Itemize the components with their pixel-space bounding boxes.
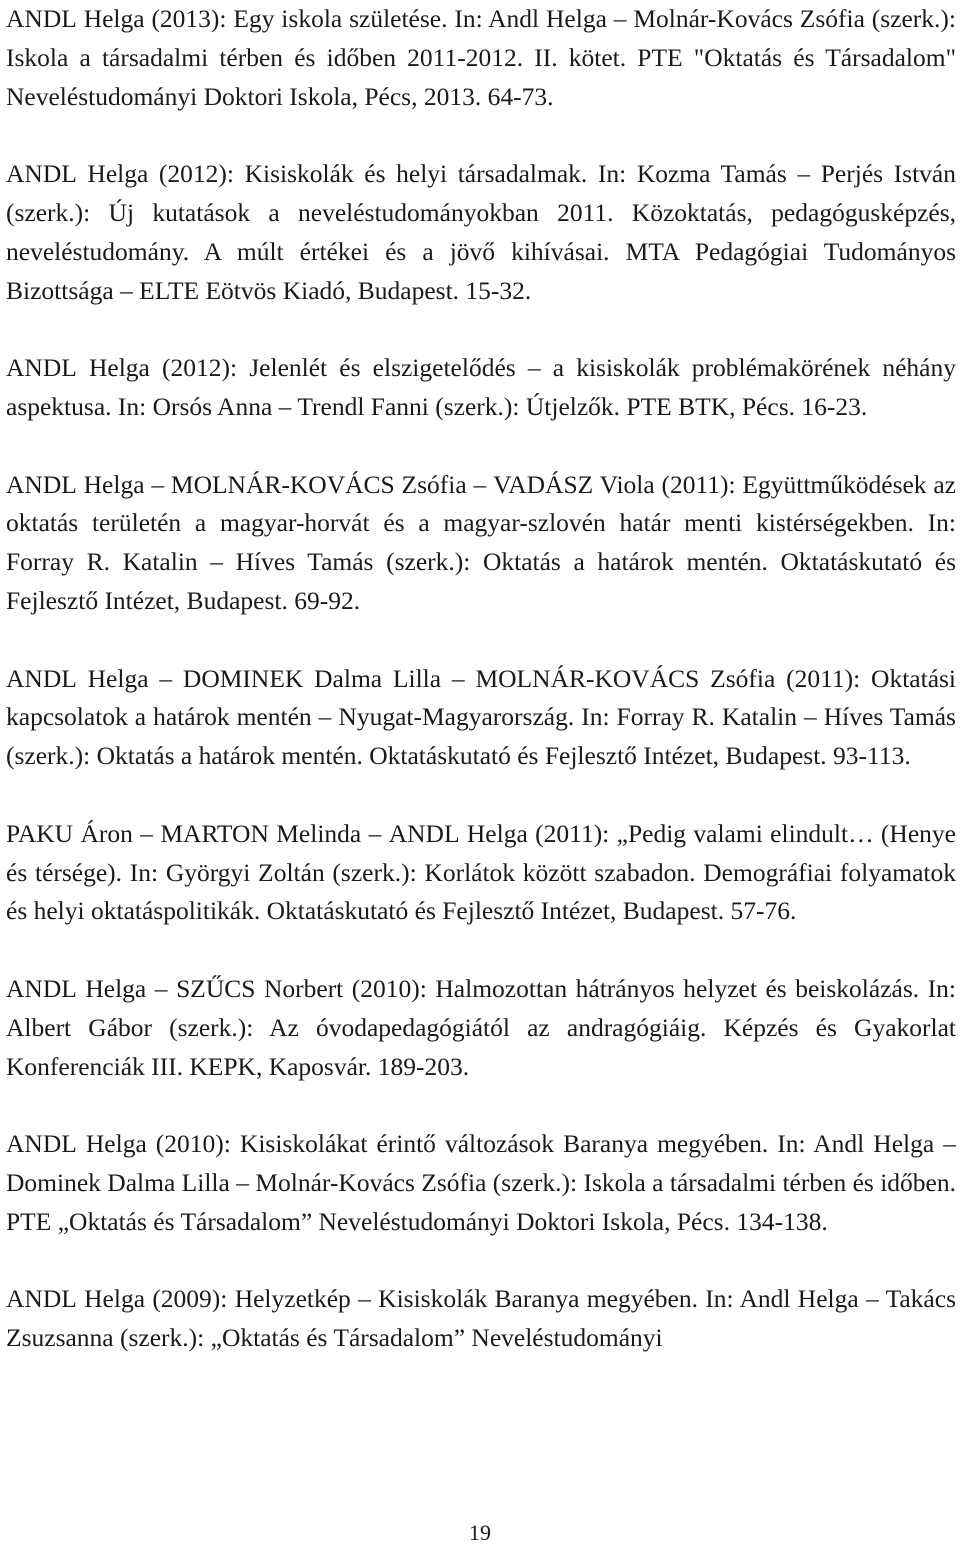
author-name: MARTON: [160, 818, 269, 848]
author-name: ANDL: [6, 663, 77, 693]
reference-entry: [6, 815, 956, 931]
page-number: 19: [469, 1520, 491, 1545]
reference-text: Melinda –: [268, 818, 389, 848]
reference-text: Helga –: [76, 469, 171, 499]
reference-entry: [6, 1280, 956, 1358]
reference-entry: [6, 466, 956, 621]
author-name: ANDL: [6, 1284, 77, 1314]
reference-text: Zsófia –: [394, 469, 494, 499]
author-name: MOLNÁR-KOVÁCS: [170, 469, 395, 499]
reference-text: Helga –: [76, 973, 177, 1003]
reference-entry: [6, 0, 956, 116]
author-name: VADÁSZ: [493, 469, 594, 499]
author-name: ANDL: [6, 1129, 77, 1159]
reference-text: Helga (2012): Kisiskolák és helyi társadalmak. In: Kozma Tamás – Perjés István (szerk.): Új kutatások a neveléstudományokban 2011. Közoktatás, pedagógusképzés, neveléstudomány. A múlt értékei és a jövő kihívásai. MTA Pedagógiai Tudományos Bizottsága – ELTE Eötvös Kiadó, Budapest. 15-32.: [6, 159, 956, 305]
reference-text: Helga (2011): „Pedig valami elindult… (Henye és térsége). In: Györgyi Zoltán (szerk.): Korlátok között szabadon. Demográfiai folyamatok és helyi oktatáspolitikák. Oktatáskutató és Fejlesztő Intézet, Budapest. 57-76.: [6, 818, 956, 926]
author-name: ANDL: [6, 469, 77, 499]
author-name: PAKU: [6, 818, 74, 848]
author-name: ANDL: [6, 159, 77, 189]
reference-text: Áron –: [73, 818, 161, 848]
author-name: ANDL: [6, 4, 77, 33]
reference-list: [6, 0, 956, 1397]
author-name: SZŰCS: [176, 973, 256, 1003]
reference-text: Helga (2012): Jelenlét és elszigetelődés – a kisiskolák problémakörének néhány aspektusa. In: Orsós Anna – Trendl Fanni (szerk.): Útjelzők. PTE BTK, Pécs. 16-23.: [6, 353, 956, 421]
reference-entry: [6, 660, 956, 776]
reference-entry: [6, 970, 956, 1086]
author-name: MOLNÁR-KOVÁCS: [475, 663, 700, 693]
reference-text: Viola (2011): Együttműködések az oktatás területén a magyar-horvát és a magyar-szlovén határ menti kistérségekben. In: Forray R. Katalin – Híves Tamás (szerk.): Oktatás a határok mentén. Oktatáskutató és Fejlesztő Intézet, Budapest. 69-92.: [6, 469, 957, 615]
reference-entry: [6, 1125, 956, 1241]
author-name: ANDL: [6, 353, 77, 383]
reference-text: Helga (2010): Kisiskolákat érintő változások Baranya megyében. In: Andl Helga – Dominek Dalma Lilla – Molnár-Kovács Zsófia (szerk.): Iskola a társadalmi térben és időben. PTE „Oktatás és Társadalom” Neveléstudományi Doktori Iskola, Pécs. 134-138.: [6, 1129, 956, 1236]
reference-text: Norbert (2010): Halmozottan hátrányos helyzet és beiskolázás. In: Albert Gábor (szerk.): Az óvodapedagógiától az andragógiáig. Képzés és Gyakorlat Konferenciák III. KEPK, Kaposvár. 189-203.: [6, 973, 956, 1081]
reference-text: Helga (2009): Helyzetkép – Kisiskolák Baranya megyében. In: Andl Helga – Takács Zsuzsanna (szerk.): „Oktatás és Társadalom” Neveléstudományi: [6, 1284, 956, 1353]
reference-text: Zsófia (2011): Oktatási kapcsolatok a határok mentén – Nyugat-Magyarország. In: Forray R. Katalin – Híves Tamás (szerk.): Oktatás a határok mentén. Oktatáskutató és Fejlesztő Intézet, Budapest. 93-113.: [6, 663, 957, 771]
author-name: ANDL: [388, 818, 460, 848]
reference-text: Helga –: [76, 663, 183, 693]
reference-text: Helga (2013): Egy iskola születése. In: Andl Helga – Molnár-Kovács Zsófia (szerk.): Iskola a társadalmi térben és időben 2011-2012. II. kötet. PTE "Oktatás és Társadalom" Neveléstudományi Doktori Iskola, Pécs, 2013. 64-73.: [6, 4, 956, 111]
reference-entry: [6, 349, 956, 427]
author-name: DOMINEK: [182, 663, 304, 693]
page-footer: [0, 1518, 960, 1548]
author-name: ANDL: [6, 973, 77, 1003]
reference-entry: [6, 155, 956, 310]
reference-text: Dalma Lilla –: [303, 663, 476, 693]
